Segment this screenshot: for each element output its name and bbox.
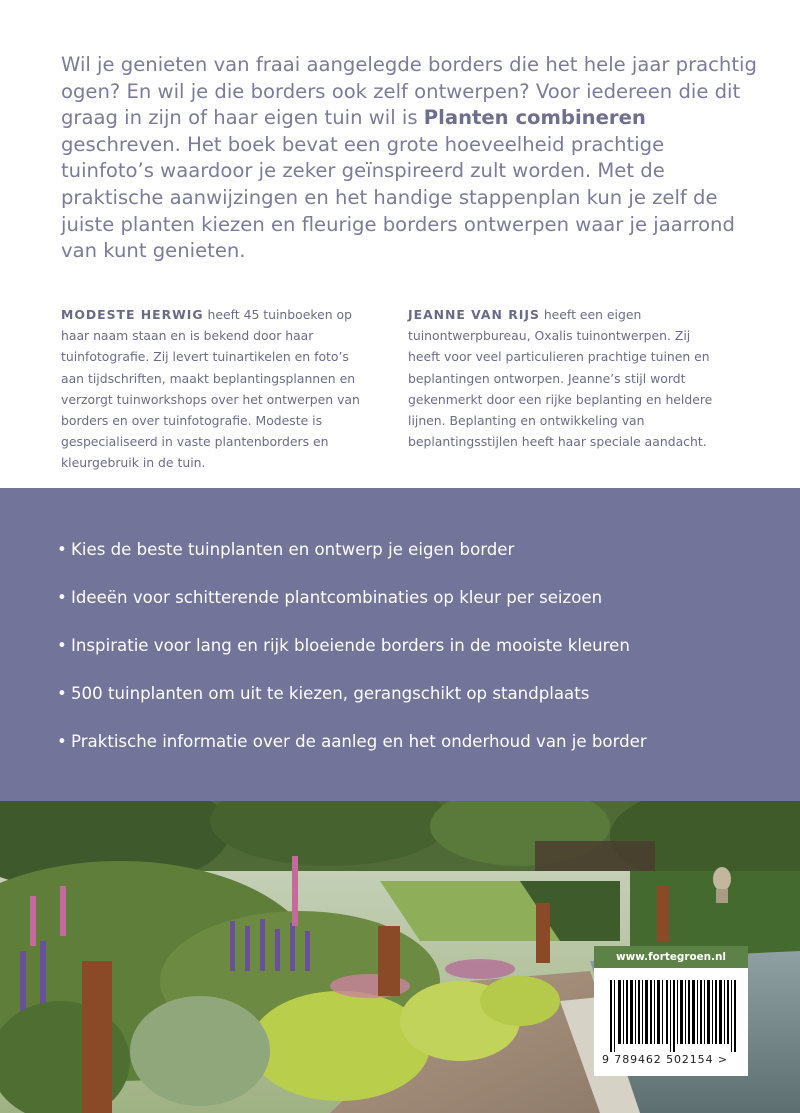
intro-text-1: Wil je genieten van fraai aangelegde borders die het hele jaar prachtig ogen? En wil je die borders ook zelf ontwerpen? Voor iedereen die dit graag in zijn of haar eigen tuin wil is	[61, 53, 757, 130]
feature-item: • 500 tuinplanten om uit te kiezen, gerangschikt op standplaats	[57, 682, 647, 730]
intro-paragraph	[61, 52, 761, 265]
intro-text-2: geschreven. Het boek bevat een grote hoeveelheid prachtige tuinfoto’s waardoor je zeker geïnspireerd zult worden. Met de praktische aanwijzingen en het handige stappenplan kun je zelf de juiste planten kiezen en fleurige borders ontwerpen waar je jaarrond van kunt genieten.	[61, 132, 735, 263]
author-bio-modeste	[61, 304, 361, 474]
isbn-number: 9 789462 502154 >	[602, 1053, 729, 1066]
feature-item: • Ideeën voor schitterende plantcombinaties op kleur per seizoen	[57, 586, 647, 634]
bullet-dot: •	[57, 636, 67, 655]
arrow-icon: >	[717, 1053, 729, 1066]
author-bio-jeanne	[408, 304, 718, 452]
author-name: JEANNE VAN RIJS	[408, 307, 540, 322]
author-bio-text: heeft een eigen tuinontwerpbureau, Oxalis tuinontwerpen. Zij heeft voor veel particulieren prachtige tuinen en beplantingen ontworpen. Jeanne’s stijl wordt gekenmerkt door een rijke beplanting en heldere lijnen. Beplanting en ontwikkeling van beplantingsstijlen heeft haar speciale aandacht.	[408, 307, 713, 450]
barcode-icon	[610, 980, 736, 1052]
bullet-dot: •	[57, 684, 67, 703]
feature-band	[0, 488, 800, 801]
bullet-dot: •	[57, 540, 67, 559]
author-bio-text: heeft 45 tuinboeken op haar naam staan en is bekend door haar tuinfotografie. Zij levert tuinartikelen en foto’s aan tijdschriften, maakt beplantingsplannen en verzorgt tuinworkshops over het ontwerpen van borders en over tuinfotografie. Modeste is gespecialiseerd in vaste plantenborders en kleurgebruik in de tuin.	[61, 307, 360, 471]
feature-item: • Praktische informatie over de aanleg en het onderhoud van je border	[57, 730, 647, 778]
feature-list	[57, 538, 647, 778]
feature-item: • Inspiratie voor lang en rijk bloeiende borders in de mooiste kleuren	[57, 634, 647, 682]
book-title: Planten combineren	[423, 106, 646, 130]
feature-item: • Kies de beste tuinplanten en ontwerp je eigen border	[57, 538, 647, 586]
barcode-label	[594, 946, 748, 1076]
author-name: MODESTE HERWIG	[61, 307, 204, 322]
bullet-dot: •	[57, 588, 67, 607]
publisher-url: www.fortegroen.nl	[594, 946, 748, 968]
bullet-dot: •	[57, 732, 67, 751]
